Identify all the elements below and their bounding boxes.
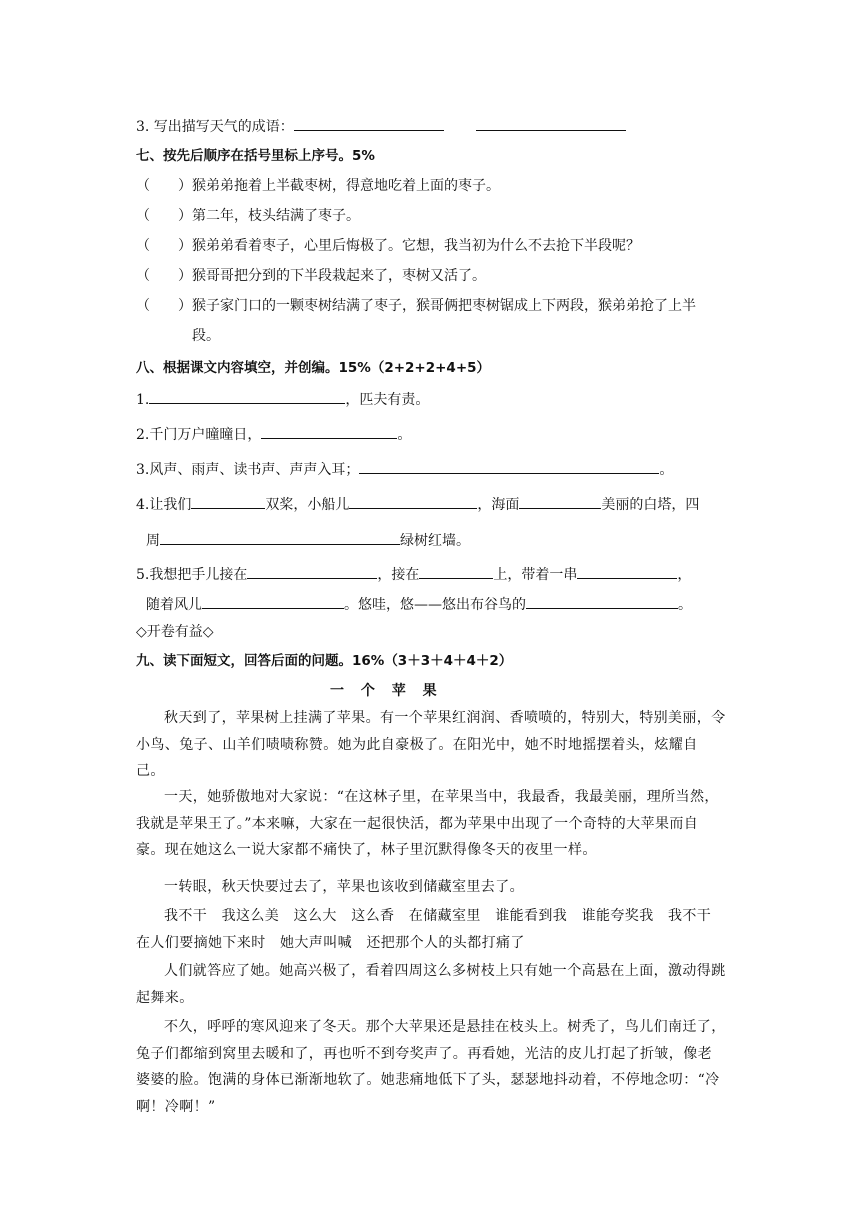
weather-idiom-label: 3. 写出描写天气的成语：: [136, 119, 294, 135]
fill-q5-line2-tail: 。: [678, 597, 692, 613]
order-item-5: [136, 296, 696, 316]
fill-q4-tail: 美丽的白塔，四: [601, 497, 700, 513]
section-7-title: 七、按先后顺序在括号里标上序号。5%: [136, 148, 375, 164]
fill-q4-head: 4.让我们: [136, 497, 192, 513]
fill-q5-line2-head: 随着风儿: [146, 597, 202, 613]
fill-q2-tail: 。: [397, 427, 412, 443]
fill-question-4: [136, 494, 699, 515]
section-9-title: 九、读下面短文，回答后面的问题。16%（3＋3＋4＋4＋2）: [136, 653, 513, 669]
open-book-banner: ◇开卷有益◇: [136, 624, 214, 640]
fill-q5-tail: ，: [677, 567, 692, 583]
order-paren-3[interactable]: （: [136, 238, 150, 254]
order-item-1-text: ）猴弟弟拖着上半截枣树，得意地吃着上面的枣子。: [178, 178, 500, 194]
fill-question-1: [136, 389, 429, 410]
fill-q4-mid-1: 双桨，小船儿: [265, 497, 350, 513]
fill-q3-blank[interactable]: [359, 459, 659, 474]
fill-q1-number: 1.: [136, 392, 150, 408]
order-paren-2[interactable]: （: [136, 208, 150, 224]
fill-question-5: [136, 564, 691, 585]
order-paren-4[interactable]: （: [136, 268, 150, 284]
story-paragraph-4-unpunctuated: 我不干 我这么美 这么大 这么香 在储藏室里 谁能看到我 谁能夸奖我 我不干 在人们要摘她下来时 她大声叫喊 还把那个人的头都打痛了: [136, 908, 731, 951]
order-item-5-continuation: 段。: [192, 328, 220, 344]
section-8-title: 八、根据课文内容填空，并创编。15%（2+2+2+4+5）: [136, 360, 491, 376]
order-item-2-text: ）第二年，枝头结满了枣子。: [178, 208, 360, 224]
story-title: 一 个 苹 果: [330, 683, 443, 699]
story-paragraph-6: 不久，呼呼的寒风迎来了冬天。那个大苹果还是悬挂在枝头上。树秃了，鸟儿们南迁了，兔子们都缩到窝里去暖和了，再也听不到夸奖声了。再看她，光洁的皮儿打起了折皱，像老婆婆的脸。饱满的身体已渐渐地软了。她悲痛地低下了头，瑟瑟地抖动着，不停地念叨：“冷啊！冷啊！”: [136, 1019, 726, 1115]
story-paragraph-5: 人们就答应了她。她高兴极了，看着四周这么多树枝上只有她一个高悬在上面，激动得跳起舞来。: [136, 963, 726, 1006]
story-paragraph-3: 一转眼，秋天快要过去了，苹果也该收到储藏室里去了。: [164, 879, 524, 895]
fill-q4-blank-2[interactable]: [349, 494, 477, 509]
fill-q5-blank-4[interactable]: [202, 594, 344, 609]
order-item-1: [136, 176, 500, 196]
order-item-2: [136, 206, 360, 226]
order-item-4: [136, 266, 486, 286]
fill-q5-blank-1[interactable]: [247, 564, 377, 579]
weather-idiom-blank-1[interactable]: [294, 116, 444, 131]
order-paren-5[interactable]: （: [136, 298, 150, 314]
fill-q3-head: 3.风声、雨声、读书声、声声入耳；: [136, 462, 360, 478]
fill-question-3: [136, 459, 673, 480]
fill-question-2: [136, 424, 411, 445]
order-item-5-text: ）猴子家门口的一颗枣树结满了枣子，猴哥俩把枣树锯成上下两段，猴弟弟抢了上半: [178, 298, 696, 314]
fill-q5-blank-2[interactable]: [419, 564, 493, 579]
fill-q5-mid-1: ，接在: [377, 567, 420, 583]
weather-idiom-blank-2[interactable]: [476, 116, 626, 131]
fill-q5-head: 5.我想把手儿接在: [136, 567, 248, 583]
fill-question-5-line-2: [146, 594, 692, 615]
fill-q2-head: 2.千门万户曈曈日，: [136, 427, 262, 443]
order-item-4-text: ）猴哥哥把分到的下半段栽起来了，枣树又活了。: [178, 268, 486, 284]
fill-q5-line2-mid: 。悠哇，悠——悠出布谷鸟的: [344, 597, 526, 613]
order-item-3-text: ）猴弟弟看着枣子，心里后悔极了。它想，我当初为什么不去抢下半段呢？: [178, 238, 640, 254]
fill-q4-blank-4[interactable]: [160, 530, 400, 545]
fill-q1-tail: ，匹夫有责。: [345, 392, 430, 408]
order-item-3: [136, 236, 640, 256]
fill-q4-line2-head: 周: [146, 533, 160, 549]
fill-q3-tail: 。: [659, 462, 674, 478]
fill-q5-blank-3[interactable]: [577, 564, 677, 579]
order-paren-1[interactable]: （: [136, 178, 150, 194]
fill-q4-blank-1[interactable]: [191, 494, 265, 509]
fill-q4-blank-3[interactable]: [519, 494, 601, 509]
fill-q5-mid-2: 上，带着一串: [493, 567, 578, 583]
weather-idiom-question: [136, 116, 626, 137]
fill-q5-blank-5[interactable]: [526, 594, 678, 609]
story-paragraph-1: 秋天到了，苹果树上挂满了苹果。有一个苹果红润润、香喷喷的，特别大，特别美丽，令小鸟、兔子、山羊们啧啧称赞。她为此自豪极了。在阳光中，她不时地摇摆着头，炫耀自己。: [136, 710, 726, 779]
fill-q1-blank[interactable]: [149, 389, 345, 404]
story-paragraph-2: 一天，她骄傲地对大家说：“在这林子里，在苹果当中，我最香，我最美丽，理所当然，我就是苹果王了。”本来嘛，大家在一起很快活，都为苹果中出现了一个奇特的大苹果而自豪。现在她这么一说大家都不痛快了，林子里沉默得像冬天的夜里一样。: [136, 789, 719, 858]
fill-q4-line2-tail: 绿树红墙。: [400, 533, 470, 549]
fill-question-4-line-2: [146, 530, 470, 551]
fill-q4-mid-2: ，海面: [477, 497, 520, 513]
fill-q2-blank[interactable]: [261, 424, 397, 439]
